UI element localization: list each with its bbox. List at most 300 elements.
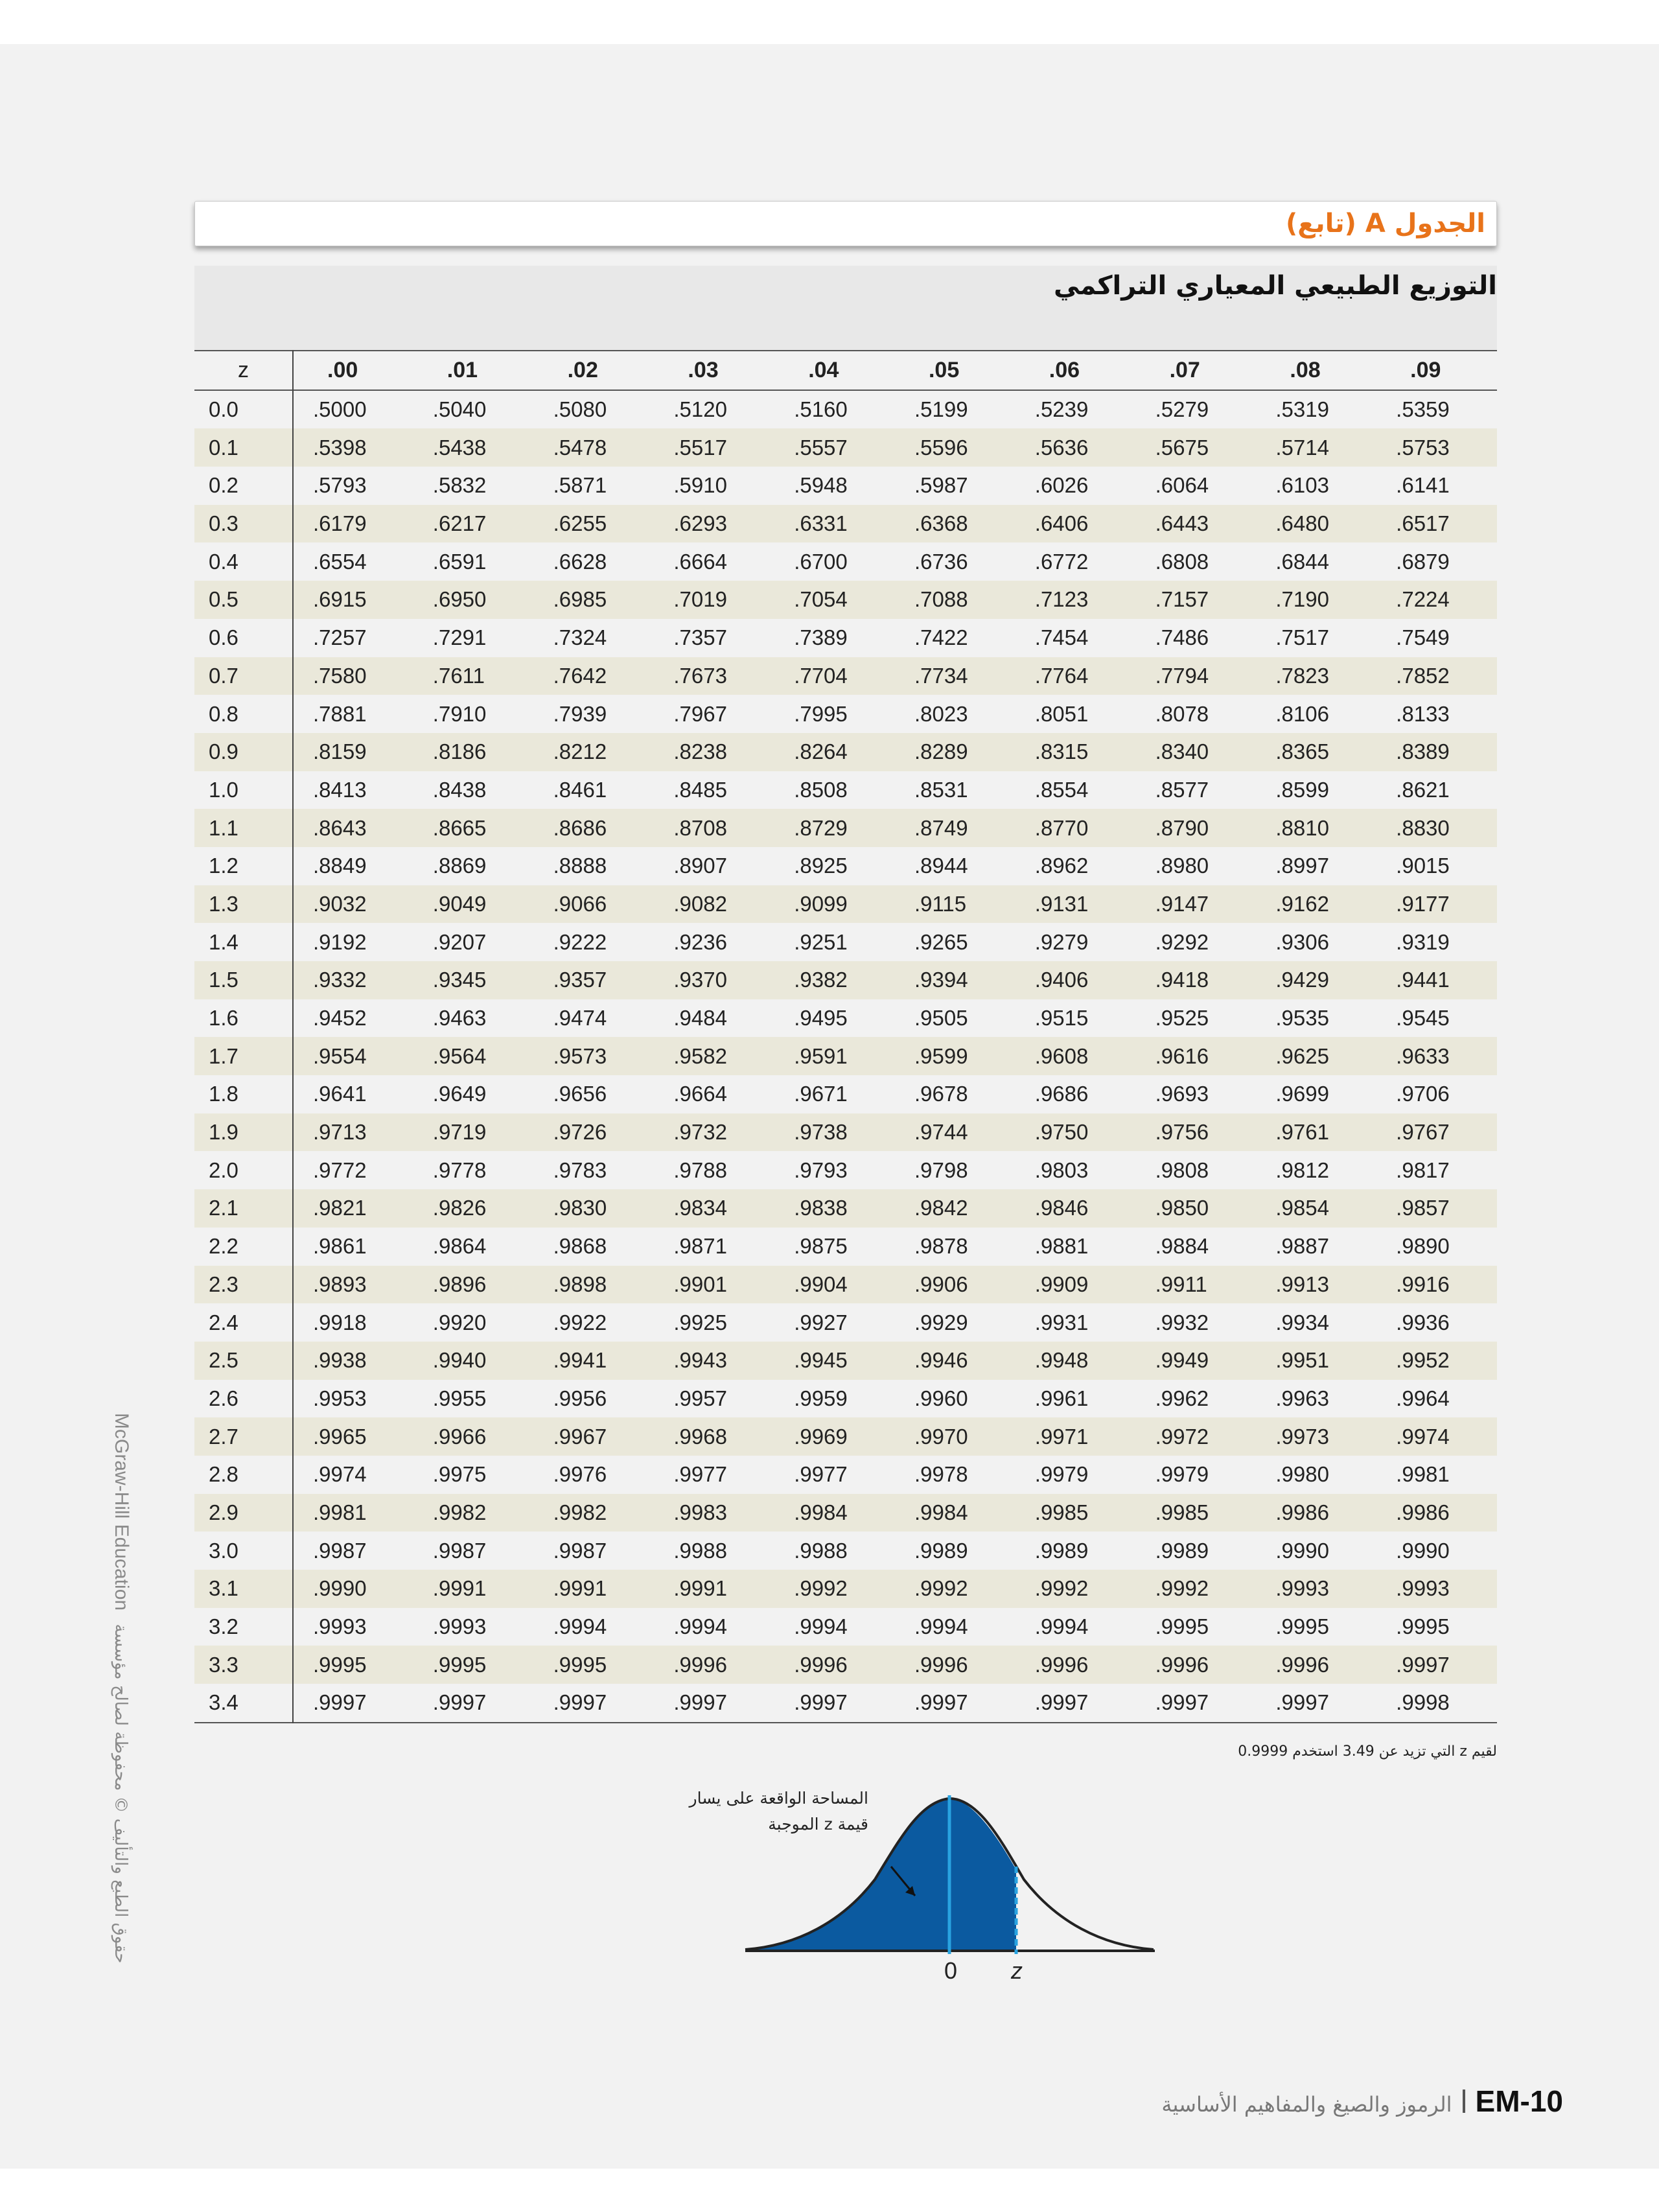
probability-cell: .9452 [313, 1006, 367, 1030]
z-value-cell: 3.4 [194, 1684, 293, 1723]
probability-cell: .6368 [914, 511, 968, 536]
probability-cell: .9082 [673, 891, 727, 916]
probability-cell: .5199 [914, 397, 968, 422]
probability-cell: .6772 [1034, 549, 1089, 574]
probability-cell: .9719 [432, 1120, 487, 1145]
probability-cell: .6915 [313, 587, 367, 612]
table-row [194, 390, 1497, 429]
probability-cell: .9976 [553, 1462, 607, 1487]
probability-cell: .9463 [432, 1006, 487, 1030]
probability-cell: .9992 [914, 1576, 968, 1601]
probability-cell: .8577 [1155, 777, 1209, 802]
probability-cell: .8508 [794, 777, 848, 802]
probability-cell: .7486 [1155, 625, 1209, 650]
probability-cell: .9934 [1275, 1310, 1329, 1334]
probability-cell: .9964 [1396, 1386, 1450, 1410]
axis-zero-label: 0 [944, 1957, 958, 1984]
probability-cell: .9066 [553, 891, 607, 916]
z-value-cell: 1.1 [194, 809, 293, 847]
probability-cell: .9177 [1396, 891, 1450, 916]
probability-cell: .9251 [794, 929, 848, 954]
probability-cell: .7257 [313, 625, 367, 650]
z-value-cell: 3.0 [194, 1531, 293, 1570]
probability-cell: .9994 [673, 1614, 727, 1639]
probability-cell: .8413 [313, 777, 367, 802]
probability-cell: .5000 [313, 397, 367, 422]
table-row [194, 1151, 1497, 1189]
probability-cell: .5438 [432, 435, 487, 460]
probability-cell: .9987 [313, 1538, 367, 1563]
probability-cell: .6591 [432, 549, 487, 574]
probability-cell: .5910 [673, 473, 727, 498]
probability-cell: .9693 [1155, 1082, 1209, 1106]
probability-cell: .9901 [673, 1272, 727, 1296]
probability-cell: .7673 [673, 663, 727, 688]
z-value-cell: 2.2 [194, 1228, 293, 1266]
z-value-cell: 1.6 [194, 999, 293, 1038]
probability-cell: .9968 [673, 1424, 727, 1449]
z-value-cell: 2.5 [194, 1342, 293, 1380]
copyright-notice: حقوق الطبع والتأليف © محفوظة لصالح مؤسسة [111, 1624, 130, 1964]
probability-cell: .9406 [1034, 968, 1089, 992]
probability-cell: .8159 [313, 739, 367, 764]
probability-cell: .9997 [432, 1690, 487, 1715]
probability-cell: .9996 [794, 1652, 848, 1677]
probability-cell: .9984 [794, 1500, 848, 1524]
z-value-cell: 0.2 [194, 467, 293, 505]
probability-cell: .9991 [432, 1576, 487, 1601]
probability-cell: .9988 [794, 1538, 848, 1563]
probability-cell: .9983 [673, 1500, 727, 1524]
probability-cell: .9978 [914, 1462, 968, 1487]
probability-cell: .9357 [553, 968, 607, 992]
probability-cell: .9977 [794, 1462, 848, 1487]
probability-cell: .9909 [1034, 1272, 1089, 1296]
table-row [194, 1113, 1497, 1152]
probability-cell: .7157 [1155, 587, 1209, 612]
probability-cell: .5636 [1034, 435, 1089, 460]
probability-cell: .8770 [1034, 815, 1089, 840]
probability-cell: .9821 [313, 1196, 367, 1220]
probability-cell: .5714 [1275, 435, 1329, 460]
probability-cell: .6736 [914, 549, 968, 574]
probability-cell: .9993 [1275, 1576, 1329, 1601]
probability-cell: .9441 [1396, 968, 1450, 992]
probability-cell: .5832 [432, 473, 487, 498]
probability-cell: .9738 [794, 1120, 848, 1145]
probability-cell: .5080 [553, 397, 607, 422]
probability-cell: .9992 [794, 1576, 848, 1601]
probability-cell: .9906 [914, 1272, 968, 1296]
probability-cell: .9192 [313, 929, 367, 954]
probability-cell: .7823 [1275, 663, 1329, 688]
probability-cell: .8051 [1034, 701, 1089, 726]
table-title: الجدول A (تابع) [1285, 209, 1485, 239]
table-row [194, 1608, 1497, 1646]
probability-cell: .8554 [1034, 777, 1089, 802]
probability-cell: .5478 [553, 435, 607, 460]
probability-cell: .8665 [432, 815, 487, 840]
probability-cell: .6255 [553, 511, 607, 536]
probability-cell: .9890 [1396, 1234, 1450, 1259]
probability-cell: .9861 [313, 1234, 367, 1259]
probability-cell: .9525 [1155, 1006, 1209, 1030]
probability-cell: .8790 [1155, 815, 1209, 840]
table-row [194, 923, 1497, 961]
z-value-cell: 1.7 [194, 1037, 293, 1075]
column-header: .09 [1410, 357, 1441, 382]
probability-cell: .9987 [432, 1538, 487, 1563]
probability-cell: .9997 [1396, 1652, 1450, 1677]
probability-cell: .8888 [553, 854, 607, 878]
table-subtitle-band [194, 266, 1497, 350]
table-row [194, 1570, 1497, 1608]
probability-cell: .9987 [553, 1538, 607, 1563]
probability-cell: .7549 [1396, 625, 1450, 650]
probability-cell: .9015 [1396, 854, 1450, 878]
probability-cell: .7995 [794, 701, 848, 726]
probability-cell: .9974 [313, 1462, 367, 1487]
probability-cell: .9382 [794, 968, 848, 992]
probability-cell: .7422 [914, 625, 968, 650]
probability-cell: .7517 [1275, 625, 1329, 650]
copyright-vertical [110, 1413, 132, 2061]
probability-cell: .9573 [553, 1043, 607, 1068]
probability-cell: .9982 [553, 1500, 607, 1524]
probability-cell: .8264 [794, 739, 848, 764]
probability-cell: .9997 [914, 1690, 968, 1715]
probability-cell: .9554 [313, 1043, 367, 1068]
probability-cell: .8023 [914, 701, 968, 726]
probability-cell: .9222 [553, 929, 607, 954]
probability-cell: .9994 [914, 1614, 968, 1639]
probability-cell: .9429 [1275, 968, 1329, 992]
probability-cell: .9996 [1275, 1652, 1329, 1677]
probability-cell: .6844 [1275, 549, 1329, 574]
z-value-cell: 0.6 [194, 619, 293, 657]
probability-cell: .6141 [1396, 473, 1450, 498]
probability-cell: .6700 [794, 549, 848, 574]
table-subtitle: التوزيع الطبيعي المعياري التراكمي [1053, 271, 1497, 301]
probability-cell: .6217 [432, 511, 487, 536]
probability-cell: .8962 [1034, 854, 1089, 878]
probability-cell: .9986 [1275, 1500, 1329, 1524]
probability-cell: .7852 [1396, 663, 1450, 688]
z-value-cell: 1.3 [194, 885, 293, 924]
probability-cell: .8621 [1396, 777, 1450, 802]
probability-cell: .9591 [794, 1043, 848, 1068]
probability-cell: .9834 [673, 1196, 727, 1220]
probability-cell: .9236 [673, 929, 727, 954]
table-row [194, 1684, 1497, 1723]
probability-cell: .9971 [1034, 1424, 1089, 1449]
probability-cell: .9990 [1275, 1538, 1329, 1563]
probability-cell: .8315 [1034, 739, 1089, 764]
probability-cell: .9962 [1155, 1386, 1209, 1410]
probability-cell: .9788 [673, 1158, 727, 1182]
table-row [194, 505, 1497, 543]
column-header: .06 [1049, 357, 1080, 382]
probability-cell: .9896 [432, 1272, 487, 1296]
probability-cell: .5871 [553, 473, 607, 498]
probability-cell: .9515 [1034, 1006, 1089, 1030]
z-value-cell: 1.0 [194, 771, 293, 809]
probability-cell: .8869 [432, 854, 487, 878]
probability-cell: .6331 [794, 511, 848, 536]
probability-cell: .8289 [914, 739, 968, 764]
probability-cell: .8997 [1275, 854, 1329, 878]
probability-cell: .9641 [313, 1082, 367, 1106]
table-row [194, 999, 1497, 1038]
probability-cell: .6443 [1155, 511, 1209, 536]
column-header: .03 [688, 357, 719, 382]
probability-cell: .9505 [914, 1006, 968, 1030]
probability-cell: .9929 [914, 1310, 968, 1334]
probability-cell: .7764 [1034, 663, 1089, 688]
probability-cell: .5120 [673, 397, 727, 422]
probability-cell: .9756 [1155, 1120, 1209, 1145]
z-value-cell: 3.2 [194, 1608, 293, 1646]
probability-cell: .5753 [1396, 435, 1450, 460]
table-row [194, 733, 1497, 771]
probability-cell: .9996 [1034, 1652, 1089, 1677]
probability-cell: .7734 [914, 663, 968, 688]
probability-cell: .9979 [1034, 1462, 1089, 1487]
probability-cell: .8485 [673, 777, 727, 802]
probability-cell: .9989 [914, 1538, 968, 1563]
probability-cell: .8340 [1155, 739, 1209, 764]
column-header: .08 [1290, 357, 1321, 382]
probability-cell: .5359 [1396, 397, 1450, 422]
table-row [194, 467, 1497, 505]
section-title: الرموز والصيغ والمفاهيم الأساسية [1161, 2092, 1452, 2117]
probability-cell: .9887 [1275, 1234, 1329, 1259]
z-value-cell: 2.4 [194, 1303, 293, 1342]
probability-cell: .8531 [914, 777, 968, 802]
probability-cell: .8599 [1275, 777, 1329, 802]
table-row [194, 581, 1497, 619]
probability-cell: .8686 [553, 815, 607, 840]
probability-cell: .9798 [914, 1158, 968, 1182]
probability-cell: .9817 [1396, 1158, 1450, 1182]
probability-cell: .9996 [914, 1652, 968, 1677]
probability-cell: .9744 [914, 1120, 968, 1145]
z-value-cell: 0.7 [194, 657, 293, 695]
probability-cell: .9936 [1396, 1310, 1450, 1334]
probability-cell: .9993 [432, 1614, 487, 1639]
probability-cell: .9830 [553, 1196, 607, 1220]
probability-cell: .9995 [432, 1652, 487, 1677]
probability-cell: .6064 [1155, 473, 1209, 498]
z-value-cell: 0.9 [194, 733, 293, 771]
probability-cell: .7324 [553, 625, 607, 650]
probability-cell: .9994 [794, 1614, 848, 1639]
probability-cell: .8643 [313, 815, 367, 840]
probability-cell: .9981 [1396, 1462, 1450, 1487]
probability-cell: .9913 [1275, 1272, 1329, 1296]
probability-cell: .9997 [553, 1690, 607, 1715]
probability-cell: .9345 [432, 968, 487, 992]
probability-cell: .9945 [794, 1348, 848, 1373]
probability-cell: .9980 [1275, 1462, 1329, 1487]
column-header: .01 [447, 357, 478, 382]
probability-cell: .6879 [1396, 549, 1450, 574]
probability-cell: .9973 [1275, 1424, 1329, 1449]
probability-cell: .8907 [673, 854, 727, 878]
probability-cell: .9995 [1275, 1614, 1329, 1639]
probability-cell: .9960 [914, 1386, 968, 1410]
probability-cell: .5398 [313, 435, 367, 460]
footer-separator [1463, 2090, 1465, 2113]
z-value-cell: 3.1 [194, 1570, 293, 1608]
figure-caption-line2: قيمة z الموجبة [768, 1815, 868, 1834]
probability-cell: .7088 [914, 587, 968, 612]
probability-cell: .7291 [432, 625, 487, 650]
probability-cell: .7357 [673, 625, 727, 650]
probability-cell: .9970 [914, 1424, 968, 1449]
probability-cell: .7910 [432, 701, 487, 726]
column-header: .07 [1169, 357, 1200, 382]
probability-cell: .9985 [1155, 1500, 1209, 1524]
table-footnote: لقيم z التي تزيد عن 3.49 استخدم 0.9999 [1238, 1743, 1497, 1760]
normal-curve-figure [648, 1776, 1179, 1996]
probability-cell: .9956 [553, 1386, 607, 1410]
probability-cell: .9535 [1275, 1006, 1329, 1030]
page-footer [1161, 2084, 1563, 2119]
z-value-cell: 2.9 [194, 1494, 293, 1532]
probability-cell: .9967 [553, 1424, 607, 1449]
probability-cell: .9975 [432, 1462, 487, 1487]
probability-cell: .9969 [794, 1424, 848, 1449]
probability-cell: .9864 [432, 1234, 487, 1259]
probability-cell: .6480 [1275, 511, 1329, 536]
z-value-cell: 1.2 [194, 847, 293, 885]
probability-cell: .9049 [432, 891, 487, 916]
table-row [194, 657, 1497, 695]
probability-cell: .9993 [1396, 1576, 1450, 1601]
probability-cell: .9995 [553, 1652, 607, 1677]
probability-cell: .9918 [313, 1310, 367, 1334]
probability-cell: .9955 [432, 1386, 487, 1410]
probability-cell: .9966 [432, 1424, 487, 1449]
probability-cell: .7190 [1275, 587, 1329, 612]
probability-cell: .9793 [794, 1158, 848, 1182]
z-value-cell: 2.7 [194, 1417, 293, 1456]
probability-cell: .6554 [313, 549, 367, 574]
z-value-cell: 2.0 [194, 1151, 293, 1189]
probability-cell: .5239 [1034, 397, 1089, 422]
probability-cell: .9948 [1034, 1348, 1089, 1373]
probability-cell: .9984 [914, 1500, 968, 1524]
probability-cell: .9943 [673, 1348, 727, 1373]
probability-cell: .8708 [673, 815, 727, 840]
z-value-cell: 0.0 [194, 390, 293, 429]
probability-cell: .9992 [1034, 1576, 1089, 1601]
probability-cell: .9664 [673, 1082, 727, 1106]
table-row [194, 1266, 1497, 1304]
probability-cell: .9997 [1155, 1690, 1209, 1715]
probability-cell: .9979 [1155, 1462, 1209, 1487]
probability-cell: .9991 [553, 1576, 607, 1601]
probability-cell: .9911 [1155, 1272, 1207, 1296]
probability-cell: .5793 [313, 473, 367, 498]
probability-cell: .9941 [553, 1348, 607, 1373]
probability-cell: .9952 [1396, 1348, 1450, 1373]
probability-cell: .9808 [1155, 1158, 1209, 1182]
probability-cell: .9671 [794, 1082, 848, 1106]
probability-cell: .9418 [1155, 968, 1209, 992]
probability-cell: .9981 [313, 1500, 367, 1524]
probability-cell: .9957 [673, 1386, 727, 1410]
probability-cell: .9982 [432, 1500, 487, 1524]
probability-cell: .9394 [914, 968, 968, 992]
probability-cell: .8106 [1275, 701, 1329, 726]
table-row [194, 809, 1497, 847]
probability-cell: .9925 [673, 1310, 727, 1334]
probability-cell: .9292 [1155, 929, 1209, 954]
probability-cell: .8729 [794, 815, 848, 840]
probability-cell: .9772 [313, 1158, 367, 1182]
probability-cell: .5040 [432, 397, 487, 422]
probability-cell: .6406 [1034, 511, 1089, 536]
probability-cell: .8461 [553, 777, 607, 802]
probability-cell: .6664 [673, 549, 727, 574]
page-code: EM-10 [1475, 2084, 1563, 2118]
table-row [194, 1646, 1497, 1684]
z-value-cell: 1.9 [194, 1113, 293, 1152]
probability-cell: .9997 [673, 1690, 727, 1715]
probability-cell: .8980 [1155, 854, 1209, 878]
probability-cell: .9946 [914, 1348, 968, 1373]
table-row [194, 428, 1497, 467]
table-row [194, 1456, 1497, 1494]
table-row [194, 1380, 1497, 1418]
probability-cell: .7642 [553, 663, 607, 688]
probability-cell: .9838 [794, 1196, 848, 1220]
z-value-cell: 0.3 [194, 505, 293, 543]
probability-cell: .9977 [673, 1462, 727, 1487]
probability-cell: .7611 [432, 663, 485, 688]
probability-cell: .9995 [1155, 1614, 1209, 1639]
probability-cell: .9850 [1155, 1196, 1209, 1220]
probability-cell: .9916 [1396, 1272, 1450, 1296]
probability-cell: .5279 [1155, 397, 1209, 422]
probability-cell: .9951 [1275, 1348, 1329, 1373]
probability-cell: .8078 [1155, 701, 1209, 726]
probability-cell: .7054 [794, 587, 848, 612]
probability-cell: .9857 [1396, 1196, 1450, 1220]
probability-cell: .9726 [553, 1120, 607, 1145]
probability-cell: .5517 [673, 435, 727, 460]
probability-cell: .9878 [914, 1234, 968, 1259]
probability-cell: .9032 [313, 891, 367, 916]
probability-cell: .9279 [1034, 929, 1089, 954]
probability-cell: .9767 [1396, 1120, 1450, 1145]
probability-cell: .9990 [313, 1576, 367, 1601]
table-row [194, 771, 1497, 809]
probability-cell: .9990 [1396, 1538, 1450, 1563]
probability-cell: .9920 [432, 1310, 487, 1334]
probability-cell: .8365 [1275, 739, 1329, 764]
probability-cell: .8925 [794, 854, 848, 878]
probability-cell: .5596 [914, 435, 968, 460]
probability-cell: .8944 [914, 854, 968, 878]
probability-cell: .7967 [673, 701, 727, 726]
probability-cell: .9996 [673, 1652, 727, 1677]
probability-cell: .9949 [1155, 1348, 1209, 1373]
column-header: .00 [327, 357, 358, 382]
probability-cell: .9616 [1155, 1043, 1209, 1068]
